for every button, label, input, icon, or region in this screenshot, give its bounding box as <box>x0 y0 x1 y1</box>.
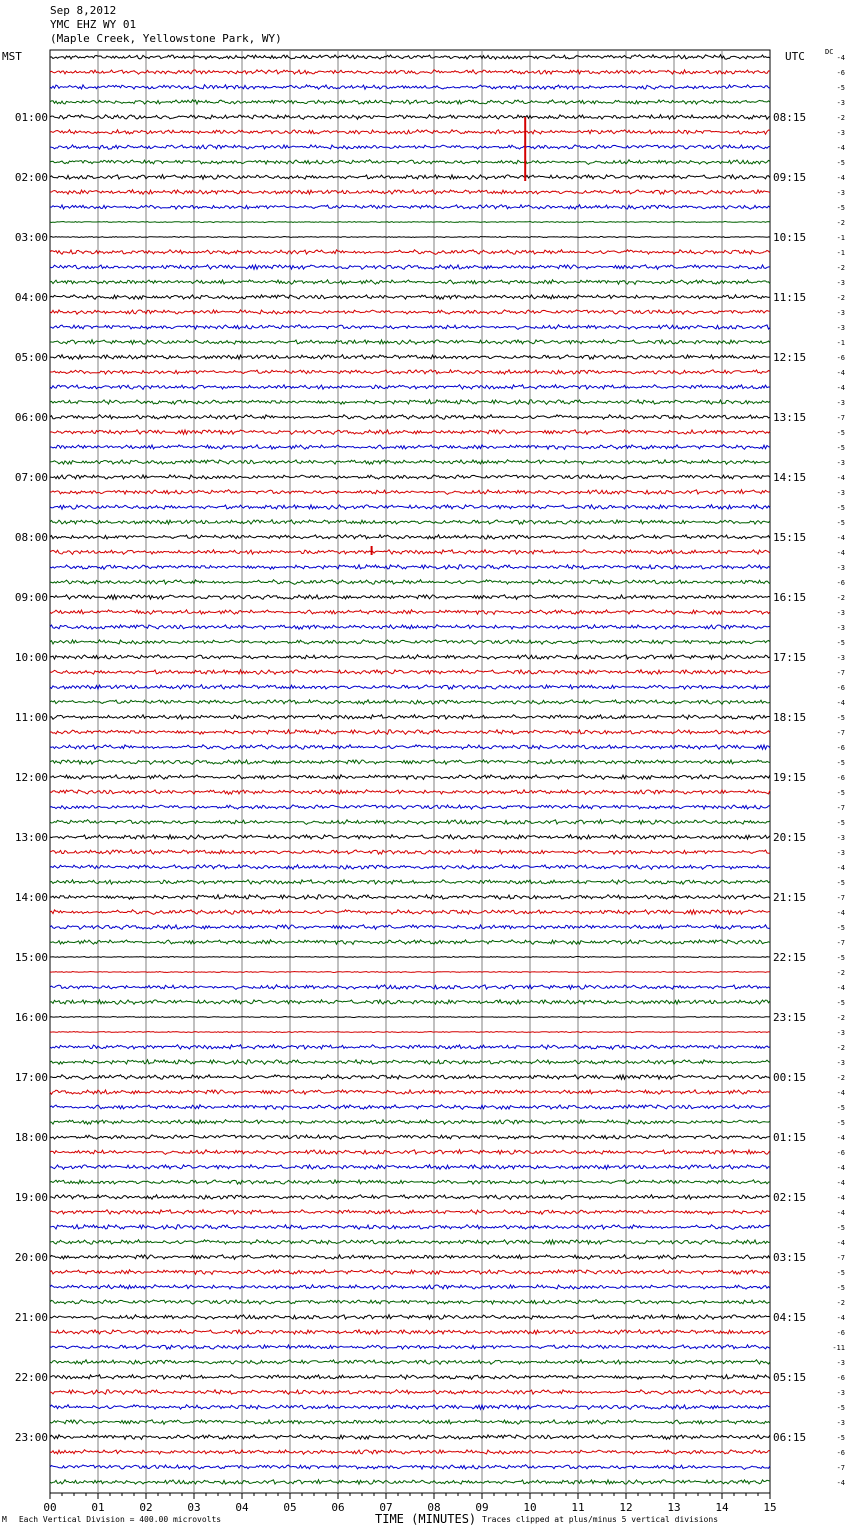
dc-offset-value: -4 <box>836 909 845 917</box>
seismic-trace <box>50 835 770 840</box>
seismic-trace <box>50 1195 770 1200</box>
mst-hour-label: 02:00 <box>14 171 48 184</box>
utc-axis-title: UTC <box>785 50 805 63</box>
scale-note-text: Each Vertical Division = 400.00 microvolts <box>18 1515 222 1524</box>
seismic-trace <box>50 1240 770 1245</box>
utc-hour-label: 01:15 <box>773 1131 807 1144</box>
seismic-trace <box>50 460 770 465</box>
seismic-trace <box>50 490 770 495</box>
seismic-trace <box>50 1465 770 1470</box>
seismic-trace <box>50 175 770 180</box>
dc-offset-value: -3 <box>836 654 845 662</box>
mst-hour-label: 19:00 <box>14 1191 48 1204</box>
utc-hour-label: 15:15 <box>773 531 807 544</box>
utc-hour-label: 08:15 <box>773 111 807 124</box>
dc-offset-value: -4 <box>836 369 845 377</box>
dc-offset-value: -5 <box>836 714 845 722</box>
seismic-trace <box>50 1075 770 1080</box>
utc-hour-label: 23:15 <box>773 1011 807 1024</box>
utc-hour-label: 14:15 <box>773 471 807 484</box>
seismic-trace <box>50 1225 770 1230</box>
dc-offset-value: -4 <box>836 1089 845 1097</box>
seismic-trace <box>50 400 770 405</box>
dc-offset-value: -6 <box>836 774 845 782</box>
seismic-trace <box>50 130 770 135</box>
utc-hour-label: 18:15 <box>773 711 807 724</box>
x-tick-label: 04 <box>235 1501 249 1514</box>
utc-hour-label: 03:15 <box>773 1251 807 1264</box>
seismic-trace <box>50 925 770 930</box>
seismic-trace <box>50 1345 770 1349</box>
seismic-trace <box>50 715 770 720</box>
dc-offset-value: -4 <box>836 1134 845 1142</box>
dc-offset-value: -4 <box>836 1164 845 1172</box>
seismic-trace <box>50 865 770 870</box>
dc-offset-value: -5 <box>836 924 845 932</box>
dc-offset-value: -6 <box>836 1449 845 1457</box>
station-location: (Maple Creek, Yellowstone Park, WY) <box>50 32 282 45</box>
seismic-trace <box>50 745 770 750</box>
dc-offset-value: -4 <box>836 1179 845 1187</box>
dc-offset-value: -3 <box>836 849 845 857</box>
seismic-trace <box>50 1450 770 1455</box>
seismic-trace <box>50 790 770 795</box>
seismic-trace <box>50 1120 770 1125</box>
dc-offset-value: -2 <box>836 1014 845 1022</box>
dc-offset-value: -4 <box>836 1479 845 1487</box>
seismic-trace <box>50 1255 770 1260</box>
seismic-trace <box>50 1390 770 1395</box>
dc-offset-value: -4 <box>836 1314 845 1322</box>
dc-offset-value: -5 <box>836 954 845 962</box>
seismic-trace <box>50 520 770 524</box>
seismic-trace <box>50 956 770 957</box>
utc-hour-label: 16:15 <box>773 591 807 604</box>
seismic-trace <box>50 55 770 60</box>
dc-offset-value: -5 <box>836 1224 845 1232</box>
seismic-trace <box>50 535 770 539</box>
dc-offset-value: -2 <box>836 1044 845 1052</box>
seismic-trace <box>50 805 770 809</box>
station-code: YMC EHZ WY 01 <box>50 18 137 31</box>
seismic-trace <box>50 1285 770 1290</box>
x-tick-label: 13 <box>667 1501 681 1514</box>
seismic-trace <box>50 310 770 314</box>
scale-note <box>2 1515 233 1524</box>
dc-offset-value: -3 <box>836 324 845 332</box>
dc-offset-value: -5 <box>836 84 845 92</box>
seismic-trace <box>50 236 770 237</box>
mst-hour-label: 05:00 <box>14 351 48 364</box>
dc-offset-value: -1 <box>836 249 845 257</box>
seismic-trace <box>50 190 770 195</box>
dc-offset-value: -3 <box>836 1389 845 1397</box>
utc-hour-label: 02:15 <box>773 1191 807 1204</box>
utc-hour-label: 21:15 <box>773 891 807 904</box>
seismic-trace <box>50 1435 770 1440</box>
dc-offset-value: -5 <box>836 639 845 647</box>
seismic-trace <box>50 880 770 885</box>
dc-offset-value: -7 <box>836 939 845 947</box>
mst-hour-label: 18:00 <box>14 1131 48 1144</box>
utc-hour-label: 10:15 <box>773 231 807 244</box>
dc-offset-value: -4 <box>836 864 845 872</box>
utc-hour-label: 05:15 <box>773 1371 807 1384</box>
dc-offset-value: -6 <box>836 1374 845 1382</box>
x-tick-label: 11 <box>571 1501 585 1514</box>
seismic-trace <box>50 1105 770 1110</box>
mst-hour-label: 08:00 <box>14 531 48 544</box>
seismic-trace <box>50 1031 770 1032</box>
dc-offset-value: -7 <box>836 1254 845 1262</box>
dc-offset-value: -5 <box>836 1269 845 1277</box>
dc-offset-value: -5 <box>836 1434 845 1442</box>
seismic-trace <box>50 445 770 450</box>
mst-hour-label: 01:00 <box>14 111 48 124</box>
dc-offset-value: -7 <box>836 729 845 737</box>
utc-hour-label: 04:15 <box>773 1311 807 1324</box>
mst-hour-label: 10:00 <box>14 651 48 664</box>
seismic-trace <box>50 1210 770 1215</box>
seismic-trace <box>50 1360 770 1365</box>
dc-offset-value: -5 <box>836 789 845 797</box>
seismic-trace <box>50 475 770 479</box>
dc-offset-value: -5 <box>836 429 845 437</box>
seismic-trace <box>50 580 770 585</box>
mst-hour-label: 16:00 <box>14 1011 48 1024</box>
seismic-trace <box>50 1405 770 1410</box>
dc-offset-value: -2 <box>836 1074 845 1082</box>
seismic-trace <box>50 850 770 854</box>
x-tick-label: 06 <box>331 1501 345 1514</box>
dc-offset-value: -5 <box>836 999 845 1007</box>
dc-offset-value: -4 <box>836 54 845 62</box>
seismic-trace <box>50 1480 770 1485</box>
dc-offset-value: -5 <box>836 204 845 212</box>
dc-offset-value: -4 <box>836 474 845 482</box>
dc-offset-value: -3 <box>836 1419 845 1427</box>
dc-offset-value: -7 <box>836 414 845 422</box>
dc-offset-title: DC <box>825 48 834 56</box>
dc-offset-value: -6 <box>836 69 845 77</box>
x-tick-label: 12 <box>619 1501 633 1514</box>
seismic-trace <box>50 655 770 660</box>
mst-hour-label: 03:00 <box>14 231 48 244</box>
seismic-trace <box>50 385 770 390</box>
dc-offset-value: -4 <box>836 174 845 182</box>
utc-hour-label: 00:15 <box>773 1071 807 1084</box>
utc-hour-label: 22:15 <box>773 951 807 964</box>
seismic-trace <box>50 160 770 165</box>
seismic-trace <box>50 1135 770 1140</box>
x-tick-label: 14 <box>715 1501 729 1514</box>
chart-date: Sep 8,2012 <box>50 4 117 17</box>
seismic-trace <box>50 205 770 209</box>
dc-offset-value: -4 <box>836 699 845 707</box>
dc-offset-value: -3 <box>836 189 845 197</box>
dc-offset-value: -3 <box>836 459 845 467</box>
seismic-trace <box>50 145 770 149</box>
seismic-trace <box>50 415 770 420</box>
dc-offset-value: -3 <box>836 1029 845 1037</box>
seismic-trace <box>50 640 770 644</box>
x-tick-label: 00 <box>43 1501 57 1514</box>
dc-offset-value: -4 <box>836 1239 845 1247</box>
seismic-trace <box>50 670 770 675</box>
dc-offset-value: -7 <box>836 894 845 902</box>
seismic-trace <box>50 910 770 915</box>
seismic-trace <box>50 820 770 825</box>
seismic-trace <box>50 1300 770 1305</box>
seismic-trace <box>50 730 770 735</box>
dc-offset-value: -3 <box>836 399 845 407</box>
seismic-trace <box>50 250 770 255</box>
seismic-trace <box>50 1000 770 1005</box>
seismic-trace <box>50 221 770 222</box>
dc-offset-value: -4 <box>836 549 845 557</box>
dc-offset-value: -3 <box>836 99 845 107</box>
dc-offset-value: -4 <box>836 384 845 392</box>
seismic-trace <box>50 100 770 104</box>
seismic-trace <box>50 295 770 300</box>
dc-offset-value: -3 <box>836 1359 845 1367</box>
mst-hour-label: 06:00 <box>14 411 48 424</box>
seismic-trace <box>50 1330 770 1335</box>
x-tick-label: 01 <box>91 1501 105 1514</box>
seismic-trace <box>50 85 770 90</box>
seismic-trace <box>50 265 770 270</box>
dc-offset-value: -7 <box>836 804 845 812</box>
dc-offset-value: -5 <box>836 1404 845 1412</box>
dc-offset-value: -5 <box>836 519 845 527</box>
dc-offset-value: -5 <box>836 159 845 167</box>
seismic-trace <box>50 700 770 705</box>
mst-hour-label: 23:00 <box>14 1431 48 1444</box>
seismic-trace <box>50 505 770 510</box>
seismic-trace <box>50 70 770 75</box>
seismic-trace <box>50 565 770 570</box>
x-tick-label: 09 <box>475 1501 489 1514</box>
seismic-trace <box>50 1060 770 1065</box>
utc-hour-label: 17:15 <box>773 651 807 664</box>
mst-hour-label: 21:00 <box>14 1311 48 1324</box>
x-tick-label: 03 <box>187 1501 201 1514</box>
small-mark: M <box>2 1515 7 1524</box>
utc-hour-label: 11:15 <box>773 291 807 304</box>
x-tick-label: 08 <box>427 1501 441 1514</box>
dc-offset-value: -3 <box>836 279 845 287</box>
seismic-trace <box>50 1090 770 1095</box>
dc-offset-value: -3 <box>836 1059 845 1067</box>
dc-offset-value: -2 <box>836 114 845 122</box>
dc-offset-value: -3 <box>836 489 845 497</box>
dc-offset-value: -4 <box>836 144 845 152</box>
dc-offset-value: -6 <box>836 744 845 752</box>
dc-offset-value: -6 <box>836 684 845 692</box>
seismic-trace <box>50 1180 770 1184</box>
dc-offset-value: -2 <box>836 969 845 977</box>
x-tick-label: 15 <box>763 1501 777 1514</box>
dc-offset-value: -5 <box>836 879 845 887</box>
dc-offset-value: -6 <box>836 579 845 587</box>
seismic-trace <box>50 1375 770 1380</box>
dc-offset-value: -3 <box>836 609 845 617</box>
dc-offset-value: -7 <box>836 669 845 677</box>
seismic-trace <box>50 625 770 630</box>
mst-hour-label: 17:00 <box>14 1071 48 1084</box>
dc-offset-value: -5 <box>836 1119 845 1127</box>
dc-offset-value: -5 <box>836 759 845 767</box>
seismic-trace <box>50 430 770 435</box>
seismic-trace <box>50 595 770 600</box>
dc-offset-value: -5 <box>836 504 845 512</box>
dc-offset-value: -3 <box>836 309 845 317</box>
utc-hour-label: 20:15 <box>773 831 807 844</box>
dc-offset-value: -2 <box>836 594 845 602</box>
dc-offset-value: -2 <box>836 264 845 272</box>
seismic-trace <box>50 775 770 780</box>
mst-hour-label: 15:00 <box>14 951 48 964</box>
dc-offset-value: -6 <box>836 1329 845 1337</box>
dc-offset-value: -5 <box>836 1104 845 1112</box>
seismic-trace <box>50 1165 770 1170</box>
utc-hour-label: 19:15 <box>773 771 807 784</box>
seismic-trace <box>50 1315 770 1320</box>
seismic-trace <box>50 550 770 555</box>
seismic-trace <box>50 610 770 615</box>
dc-offset-value: -11 <box>832 1344 845 1352</box>
seismic-trace <box>50 1150 770 1155</box>
dc-offset-value: -3 <box>836 564 845 572</box>
dc-offset-value: -1 <box>836 234 845 242</box>
dc-offset-value: -4 <box>836 984 845 992</box>
mst-hour-label: 09:00 <box>14 591 48 604</box>
x-tick-label: 05 <box>283 1501 297 1514</box>
dc-offset-value: -1 <box>836 339 845 347</box>
utc-hour-label: 13:15 <box>773 411 807 424</box>
mst-hour-label: 11:00 <box>14 711 48 724</box>
seismic-trace <box>50 985 770 990</box>
seismic-trace <box>50 895 770 900</box>
seismic-trace <box>50 340 770 345</box>
seismic-trace <box>50 940 770 945</box>
dc-offset-value: -5 <box>836 444 845 452</box>
dc-offset-value: -6 <box>836 1149 845 1157</box>
seismic-trace <box>50 1420 770 1425</box>
seismic-trace <box>50 355 770 360</box>
seismic-trace <box>50 370 770 374</box>
dc-offset-value: -2 <box>836 1299 845 1307</box>
dc-offset-value: -5 <box>836 819 845 827</box>
seismic-trace <box>50 685 770 689</box>
utc-hour-label: 06:15 <box>773 1431 807 1444</box>
seismic-trace <box>50 325 770 330</box>
x-tick-label: 10 <box>523 1501 537 1514</box>
seismic-trace <box>50 1270 770 1275</box>
utc-hour-label: 09:15 <box>773 171 807 184</box>
dc-offset-value: -2 <box>836 219 845 227</box>
mst-axis-title: MST <box>2 50 22 63</box>
dc-offset-value: -2 <box>836 294 845 302</box>
dc-offset-value: -6 <box>836 354 845 362</box>
utc-hour-label: 12:15 <box>773 351 807 364</box>
dc-offset-value: -3 <box>836 834 845 842</box>
seismic-trace <box>50 1016 770 1017</box>
seismic-trace <box>50 971 770 972</box>
dc-offset-value: -3 <box>836 624 845 632</box>
seismic-trace <box>50 1045 770 1050</box>
mst-hour-label: 07:00 <box>14 471 48 484</box>
dc-offset-value: -4 <box>836 1209 845 1217</box>
x-tick-label: 07 <box>379 1501 393 1514</box>
seismic-trace <box>50 760 770 765</box>
dc-offset-value: -4 <box>836 534 845 542</box>
dc-offset-value: -4 <box>836 1194 845 1202</box>
mst-hour-label: 22:00 <box>14 1371 48 1384</box>
dc-offset-value: -5 <box>836 1284 845 1292</box>
dc-offset-value: -3 <box>836 129 845 137</box>
mst-hour-label: 04:00 <box>14 291 48 304</box>
x-tick-label: 02 <box>139 1501 153 1514</box>
clip-note: Traces clipped at plus/minus 5 vertical divisions <box>482 1515 719 1524</box>
seismic-trace <box>50 115 770 120</box>
mst-hour-label: 14:00 <box>14 891 48 904</box>
mst-hour-label: 12:00 <box>14 771 48 784</box>
seismic-trace <box>50 280 770 285</box>
dc-offset-value: -7 <box>836 1464 845 1472</box>
mst-hour-label: 13:00 <box>14 831 48 844</box>
mst-hour-label: 20:00 <box>14 1251 48 1264</box>
x-axis-label: TIME (MINUTES) <box>375 1512 477 1526</box>
